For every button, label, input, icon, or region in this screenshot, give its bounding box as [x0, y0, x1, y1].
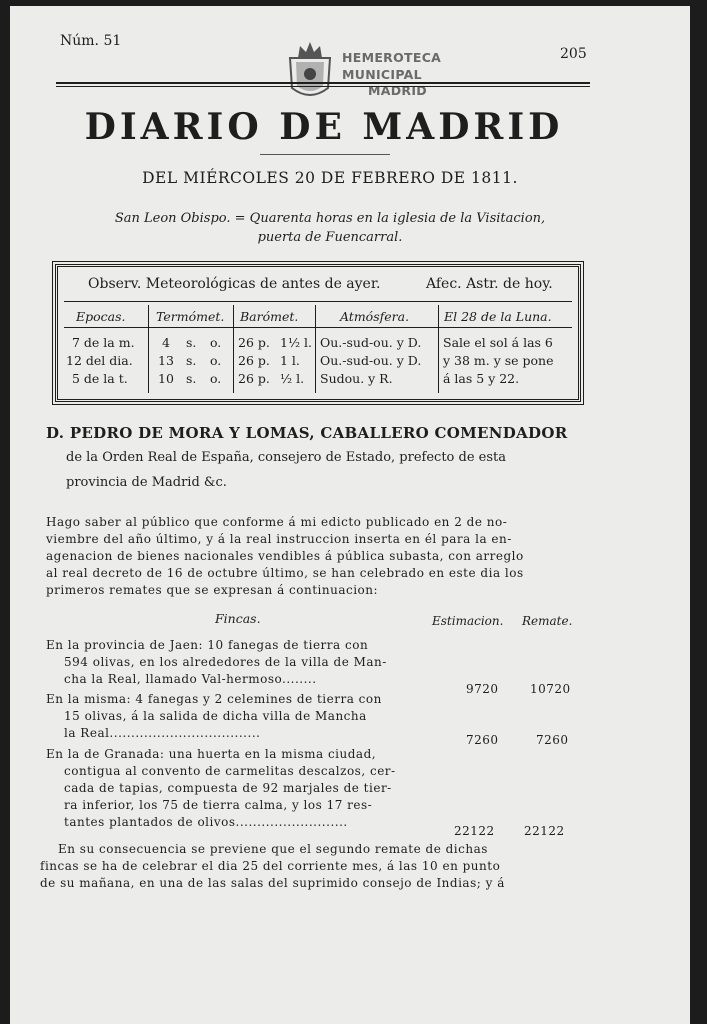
- saint-of-day: [60, 209, 600, 247]
- header-rule: [56, 82, 590, 87]
- row-epoca: 12 del dia.: [66, 353, 133, 368]
- entry-line: En la provincia de Jaen: 10 fanegas de tierra con: [46, 638, 369, 652]
- closing-line: fincas se ha de celebrar el dia 25 del corriente mes, á las 10 en punto: [40, 859, 501, 873]
- meteo-title: Observ. Meteorológicas de antes de ayer.: [88, 276, 381, 292]
- meteo-divider: [64, 327, 572, 328]
- col-estimacion: Estimacion.: [432, 614, 504, 628]
- entry-line: 594 olivas, en los alrededores de la villa de Man-: [64, 655, 387, 669]
- row-atm: Ou.-sud-ou. y D.: [320, 335, 422, 350]
- row-bar: 26 p.: [238, 371, 270, 386]
- issue-number: Núm. 51: [60, 33, 122, 49]
- row-epoca: 5 de la t.: [72, 371, 128, 386]
- meteorological-table: [55, 264, 581, 402]
- entry-remate: 7260: [536, 733, 569, 747]
- header-luna: El 28 de la Luna.: [444, 309, 552, 324]
- column-divider: [148, 305, 149, 393]
- body-line: al real decreto de 16 de octubre último, se han celebrado en este dia los: [46, 566, 524, 580]
- row-term: 10: [158, 371, 174, 386]
- masthead-title: DIARIO DE MADRID: [84, 106, 564, 148]
- row-astro: y 38 m. y se pone: [443, 353, 554, 368]
- entry-remate: 22122: [524, 824, 565, 838]
- row-atm: Ou.-sud-ou. y D.: [320, 353, 422, 368]
- entry-remate: 10720: [530, 682, 571, 696]
- row-term: 13: [158, 353, 174, 368]
- meteo-divider: [64, 301, 572, 302]
- astro-title: Afec. Astr. de hoy.: [426, 276, 553, 292]
- body-line: primeros remates que se expresan á continuacion:: [46, 583, 379, 597]
- row-term-unit2: o.: [210, 371, 222, 386]
- saint-line: puerta de Fuencarral.: [257, 230, 403, 245]
- page-number: 205: [560, 46, 587, 62]
- entry-line: cha la Real, llamado Val-hermoso........: [64, 672, 317, 686]
- stamp-line: MADRID: [368, 83, 427, 98]
- header-barometro: Barómet.: [240, 309, 299, 324]
- decree-heading: D. PEDRO DE MORA Y LOMAS, CABALLERO COMENDADOR: [46, 424, 568, 442]
- row-astro: Sale el sol á las 6: [443, 335, 553, 350]
- heading-line: de la Orden Real de España, consejero de Estado, prefecto de esta: [66, 450, 506, 465]
- heading-line: provincia de Madrid &c.: [66, 475, 227, 490]
- entry-estimacion: 7260: [466, 733, 499, 747]
- entry-line: ra inferior, los 75 de tierra calma, y los 17 res-: [64, 798, 373, 812]
- saint-line: San Leon Obispo. = Quarenta horas en la iglesia de la Visitacion,: [114, 211, 546, 226]
- row-term-unit: s.: [186, 371, 197, 386]
- entry-line: la Real...................................: [64, 726, 261, 740]
- header-termometro: Termómet.: [156, 309, 225, 324]
- row-term-unit2: o.: [210, 353, 222, 368]
- closing-line: En su consecuencia se previene que el segundo remate de dichas: [58, 842, 488, 856]
- entry-line: cada de tapias, compuesta de 92 marjales de tier-: [64, 781, 392, 795]
- row-term-unit2: o.: [210, 335, 222, 350]
- entry-line: En la de Granada: una huerta en la misma ciudad,: [46, 747, 377, 761]
- body-line: viembre del año último, y á la real instruccion inserta en él para la en-: [46, 532, 512, 546]
- newspaper-page: [10, 6, 690, 1024]
- stamp-line: HEMEROTECA: [342, 50, 442, 65]
- col-fincas: Fincas.: [215, 611, 261, 626]
- entry-estimacion: 9720: [466, 682, 499, 696]
- header-atmosfera: Atmósfera.: [340, 309, 410, 324]
- entry-line: En la misma: 4 fanegas y 2 celemines de tierra con: [46, 692, 382, 706]
- body-line: agenacion de bienes nacionales vendibles á pública subasta, con arreglo: [46, 549, 524, 563]
- column-divider: [315, 305, 316, 393]
- row-bar-lines: 1 l.: [280, 353, 300, 368]
- col-remate: Remate.: [522, 614, 573, 628]
- row-atm: Sudou. y R.: [320, 371, 393, 386]
- column-divider: [438, 305, 439, 393]
- row-bar: 26 p.: [238, 353, 270, 368]
- entry-line: contigua al convento de carmelitas descalzos, cer-: [64, 764, 396, 778]
- row-astro: á las 5 y 22.: [443, 371, 520, 386]
- masthead-divider: [260, 154, 390, 155]
- row-bar-lines: 1½ l.: [280, 335, 313, 350]
- dateline: DEL MIÉRCOLES 20 DE FEBRERO DE 1811.: [142, 169, 518, 187]
- closing-line: de su mañana, en una de las salas del suprimido consejo de Indias; y á: [40, 876, 505, 890]
- column-divider: [233, 305, 234, 393]
- entry-line: tantes plantados de olivos..........................: [64, 815, 348, 829]
- entry-estimacion: 22122: [454, 824, 495, 838]
- stamp-line: MUNICIPAL: [342, 66, 422, 82]
- row-bar: 26 p.: [238, 335, 270, 350]
- row-epoca: 7 de la m.: [72, 335, 135, 350]
- header-epocas: Epocas.: [76, 309, 126, 324]
- entry-line: 15 olivas, á la salida de dicha villa de Mancha: [64, 709, 367, 723]
- row-term: 4: [162, 335, 170, 350]
- body-line: Hago saber al público que conforme á mi edicto publicado en 2 de no-: [46, 515, 508, 529]
- library-stamp: [342, 50, 441, 100]
- crest-stamp-icon: [280, 36, 340, 106]
- row-term-unit: s.: [186, 335, 197, 350]
- row-bar-lines: ½ l.: [280, 371, 305, 386]
- row-term-unit: s.: [186, 353, 197, 368]
